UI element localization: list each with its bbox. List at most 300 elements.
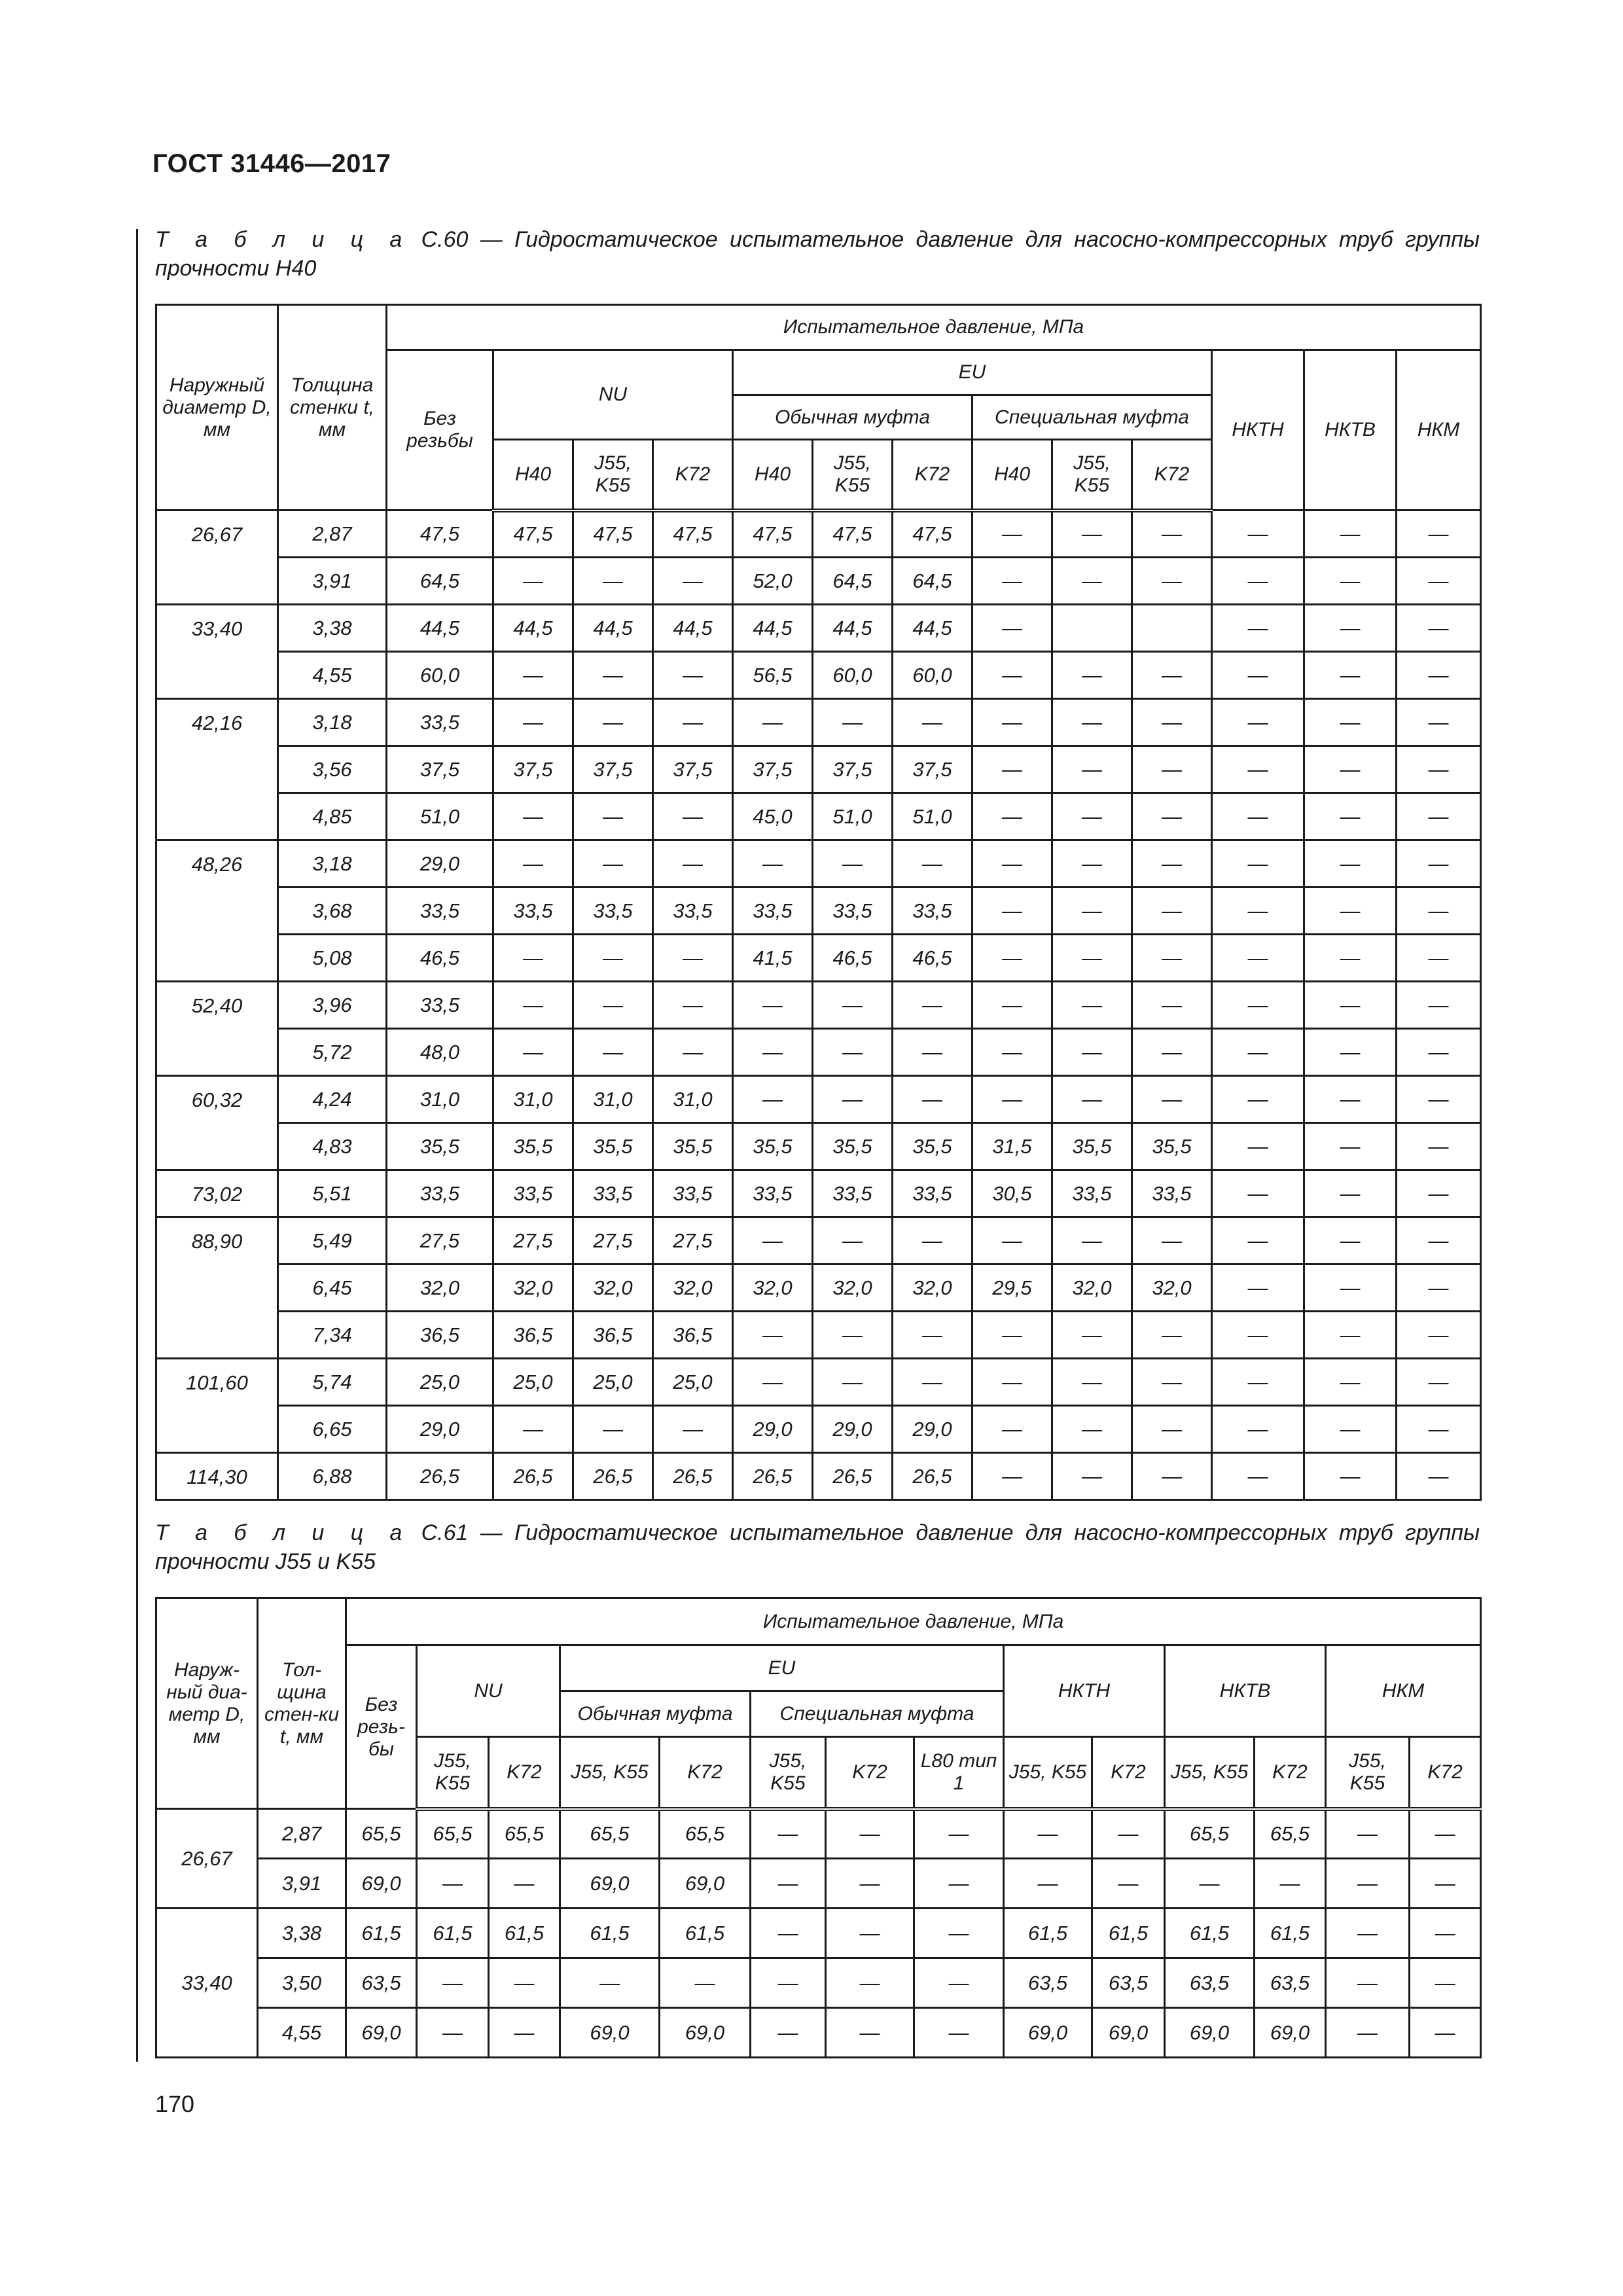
wall-thickness-cell: 5,08: [278, 935, 387, 982]
pressure-cell: —: [1212, 935, 1304, 982]
pressure-cell: 33,5: [387, 1170, 493, 1217]
grade-header: K72: [660, 1737, 751, 1809]
pressure-cell: —: [972, 793, 1052, 840]
pressure-cell: 27,5: [493, 1217, 573, 1265]
pressure-cell: 35,5: [893, 1123, 972, 1170]
table-row: [156, 935, 1481, 982]
pressure-cell: 25,0: [653, 1359, 733, 1406]
pressure-cell: 35,5: [493, 1123, 573, 1170]
pressure-cell: —: [1397, 699, 1481, 746]
pressure-cell: —: [493, 840, 573, 888]
pressure-cell: —: [493, 652, 573, 699]
pressure-cell: 65,5: [560, 1809, 660, 1859]
grade-header: J55, K55: [1004, 1737, 1092, 1809]
pressure-cell: —: [1212, 1406, 1304, 1453]
pressure-cell: 26,5: [493, 1453, 573, 1500]
pressure-cell: —: [417, 2008, 489, 2058]
pressure-cell: —: [733, 1359, 813, 1406]
pressure-cell: —: [1326, 1859, 1410, 1909]
pressure-cell: —: [573, 652, 653, 699]
pressure-cell: —: [1397, 1312, 1481, 1359]
pressure-cell: —: [1304, 840, 1397, 888]
pressure-cell: 61,5: [660, 1909, 751, 1958]
grade-header: K72: [1092, 1737, 1165, 1809]
pressure-cell: 29,0: [893, 1406, 972, 1453]
pressure-cell: 65,5: [489, 1809, 560, 1859]
pressure-cell: 32,0: [387, 1265, 493, 1312]
pressure-cell: 33,5: [893, 888, 972, 935]
table-row: [156, 1909, 1481, 1958]
outer-diameter-cell: 42,16: [156, 699, 278, 840]
pressure-cell: —: [826, 1958, 914, 2008]
pressure-cell: —: [1255, 1859, 1326, 1909]
pressure-cell: —: [1132, 1076, 1212, 1123]
table-row: [156, 1958, 1481, 2008]
table60-header-nkm: НКМ: [1397, 350, 1481, 511]
pressure-cell: —: [893, 1359, 972, 1406]
pressure-cell: —: [1397, 840, 1481, 888]
grade-header: J55, K55: [813, 440, 893, 511]
table61-header-special-coupling: Специальная муфта: [751, 1691, 1004, 1737]
pressure-cell: 26,5: [733, 1453, 813, 1500]
pressure-cell: 29,0: [387, 1406, 493, 1453]
table-row: [156, 1123, 1481, 1170]
wall-thickness-cell: 6,65: [278, 1406, 387, 1453]
pressure-cell: —: [972, 558, 1052, 605]
table61-header-no-thread: Без резь-бы: [346, 1645, 417, 1809]
pressure-cell: 26,5: [653, 1453, 733, 1500]
pressure-cell: 26,5: [573, 1453, 653, 1500]
pressure-cell: 65,5: [1165, 1809, 1255, 1859]
pressure-cell: [1132, 605, 1212, 652]
pressure-cell: —: [1052, 888, 1132, 935]
pressure-cell: 63,5: [346, 1958, 417, 2008]
pressure-cell: —: [1132, 652, 1212, 699]
pressure-cell: —: [1397, 511, 1481, 558]
table-row: [156, 511, 1481, 558]
pressure-cell: —: [1397, 1453, 1481, 1500]
pressure-cell: 69,0: [346, 2008, 417, 2058]
pressure-cell: —: [893, 1312, 972, 1359]
pressure-cell: —: [733, 1312, 813, 1359]
table61-header-wall-thickness: Тол-щина стен-ки t, мм: [258, 1598, 346, 1809]
pressure-cell: —: [1212, 1123, 1304, 1170]
pressure-cell: 47,5: [573, 511, 653, 558]
pressure-cell: —: [1304, 652, 1397, 699]
pressure-cell: —: [573, 982, 653, 1029]
pressure-cell: 63,5: [1255, 1958, 1326, 2008]
table61-caption: [155, 1518, 1480, 1576]
pressure-cell: —: [1212, 1217, 1304, 1265]
pressure-cell: —: [1304, 1029, 1397, 1076]
pressure-cell: —: [893, 982, 972, 1029]
pressure-cell: —: [489, 2008, 560, 2058]
wall-thickness-cell: 5,51: [278, 1170, 387, 1217]
pressure-cell: 64,5: [387, 558, 493, 605]
table61-header-nktn: НКТН: [1004, 1645, 1165, 1737]
pressure-cell: 32,0: [733, 1265, 813, 1312]
pressure-cell: —: [972, 1406, 1052, 1453]
pressure-cell: 69,0: [346, 1859, 417, 1909]
pressure-cell: 32,0: [813, 1265, 893, 1312]
pressure-cell: 31,0: [493, 1076, 573, 1123]
grade-header: J55, K55: [560, 1737, 660, 1809]
pressure-cell: 44,5: [387, 605, 493, 652]
table60-caption-prefix: Т а б л и ц а: [155, 227, 410, 252]
grade-header: J55, K55: [417, 1737, 489, 1809]
pressure-cell: 46,5: [387, 935, 493, 982]
pressure-cell: 27,5: [387, 1217, 493, 1265]
pressure-cell: —: [1304, 1170, 1397, 1217]
pressure-cell: —: [1212, 1170, 1304, 1217]
pressure-cell: —: [972, 1217, 1052, 1265]
pressure-cell: —: [573, 935, 653, 982]
table61-header-nktv: НКТВ: [1165, 1645, 1326, 1737]
outer-diameter-cell: 52,40: [156, 982, 278, 1076]
outer-diameter-cell: 88,90: [156, 1217, 278, 1359]
pressure-cell: 64,5: [893, 558, 972, 605]
table60: [155, 304, 1482, 1501]
wall-thickness-cell: 4,83: [278, 1123, 387, 1170]
pressure-cell: —: [493, 982, 573, 1029]
outer-diameter-cell: 101,60: [156, 1359, 278, 1453]
grade-header: Н40: [493, 440, 573, 511]
pressure-cell: 25,0: [387, 1359, 493, 1406]
table-row: [156, 1217, 1481, 1265]
outer-diameter-cell: 26,67: [156, 511, 278, 605]
pressure-cell: 41,5: [733, 935, 813, 982]
pressure-cell: —: [653, 935, 733, 982]
pressure-cell: —: [1397, 652, 1481, 699]
table61-header-nkm: НКМ: [1326, 1645, 1481, 1737]
pressure-cell: —: [1397, 793, 1481, 840]
pressure-cell: 61,5: [1004, 1909, 1092, 1958]
pressure-cell: —: [1132, 1359, 1212, 1406]
pressure-cell: 30,5: [972, 1170, 1052, 1217]
pressure-cell: 25,0: [573, 1359, 653, 1406]
pressure-cell: —: [1052, 699, 1132, 746]
pressure-cell: —: [1052, 1312, 1132, 1359]
pressure-cell: 69,0: [560, 2008, 660, 2058]
pressure-cell: —: [751, 1809, 826, 1859]
pressure-cell: 45,0: [733, 793, 813, 840]
wall-thickness-cell: 3,18: [278, 699, 387, 746]
pressure-cell: —: [893, 699, 972, 746]
pressure-cell: —: [972, 1359, 1052, 1406]
pressure-cell: 27,5: [573, 1217, 653, 1265]
pressure-cell: 56,5: [733, 652, 813, 699]
table-row: [156, 1359, 1481, 1406]
pressure-cell: —: [1212, 1076, 1304, 1123]
outer-diameter-cell: 60,32: [156, 1076, 278, 1170]
pressure-cell: —: [1132, 982, 1212, 1029]
pressure-cell: —: [1052, 1359, 1132, 1406]
pressure-cell: —: [1132, 699, 1212, 746]
pressure-cell: —: [489, 1958, 560, 2008]
pressure-cell: 31,5: [972, 1123, 1052, 1170]
table61-caption-prefix: Т а б л и ц а: [155, 1520, 410, 1545]
pressure-cell: 37,5: [653, 746, 733, 793]
pressure-cell: 35,5: [1132, 1123, 1212, 1170]
pressure-cell: —: [733, 1029, 813, 1076]
table-row: [156, 1170, 1481, 1217]
table-row: [156, 605, 1481, 652]
pressure-cell: —: [653, 558, 733, 605]
pressure-cell: —: [1052, 558, 1132, 605]
table61-header-regular-coupling: Обычная муфта: [560, 1691, 751, 1737]
pressure-cell: —: [1397, 1076, 1481, 1123]
table61: [155, 1597, 1482, 2058]
pressure-cell: 61,5: [1165, 1909, 1255, 1958]
pressure-cell: —: [1326, 1909, 1410, 1958]
pressure-cell: —: [893, 1217, 972, 1265]
pressure-cell: —: [826, 2008, 914, 2058]
pressure-cell: —: [1410, 1859, 1481, 1909]
pressure-cell: —: [1132, 1312, 1212, 1359]
pressure-cell: 33,5: [573, 888, 653, 935]
pressure-cell: —: [1052, 746, 1132, 793]
table-row: [156, 1265, 1481, 1312]
table61-header-nu: NU: [417, 1645, 560, 1737]
pressure-cell: —: [1304, 1453, 1397, 1500]
grade-header: K72: [826, 1737, 914, 1809]
table-row: [156, 982, 1481, 1029]
pressure-cell: —: [1132, 793, 1212, 840]
pressure-cell: 69,0: [1165, 2008, 1255, 2058]
outer-diameter-cell: 114,30: [156, 1453, 278, 1500]
pressure-cell: —: [826, 1809, 914, 1859]
pressure-cell: —: [733, 699, 813, 746]
pressure-cell: 33,5: [653, 888, 733, 935]
pressure-cell: —: [653, 1406, 733, 1453]
grade-header: J55, K55: [573, 440, 653, 511]
pressure-cell: 32,0: [1132, 1265, 1212, 1312]
pressure-cell: —: [972, 652, 1052, 699]
wall-thickness-cell: 4,24: [278, 1076, 387, 1123]
pressure-cell: —: [813, 982, 893, 1029]
grade-header: K72: [893, 440, 972, 511]
pressure-cell: —: [813, 699, 893, 746]
table-row: [156, 888, 1481, 935]
pressure-cell: 60,0: [813, 652, 893, 699]
pressure-cell: —: [813, 1029, 893, 1076]
pressure-cell: 32,0: [893, 1265, 972, 1312]
pressure-cell: —: [826, 1909, 914, 1958]
pressure-cell: 37,5: [493, 746, 573, 793]
pressure-cell: —: [1304, 793, 1397, 840]
margin-line: [136, 229, 138, 2062]
pressure-cell: —: [1304, 1123, 1397, 1170]
pressure-cell: —: [1165, 1859, 1255, 1909]
pressure-cell: —: [813, 1359, 893, 1406]
pressure-cell: —: [914, 2008, 1004, 2058]
grade-header: K72: [653, 440, 733, 511]
pressure-cell: —: [751, 1958, 826, 2008]
pressure-cell: 51,0: [387, 793, 493, 840]
pressure-cell: 37,5: [893, 746, 972, 793]
wall-thickness-cell: 5,74: [278, 1359, 387, 1406]
pressure-cell: 60,0: [387, 652, 493, 699]
pressure-cell: 44,5: [733, 605, 813, 652]
pressure-cell: —: [1132, 1217, 1212, 1265]
table60-header-nktn: НКТН: [1212, 350, 1304, 511]
outer-diameter-cell: 33,40: [156, 605, 278, 699]
pressure-cell: —: [1132, 558, 1212, 605]
pressure-cell: 37,5: [387, 746, 493, 793]
pressure-cell: 36,5: [573, 1312, 653, 1359]
pressure-cell: —: [573, 840, 653, 888]
pressure-cell: —: [1304, 982, 1397, 1029]
table-row: [156, 746, 1481, 793]
pressure-cell: —: [493, 793, 573, 840]
pressure-cell: —: [1212, 982, 1304, 1029]
pressure-cell: —: [489, 1859, 560, 1909]
pressure-cell: —: [813, 1217, 893, 1265]
pressure-cell: 33,5: [653, 1170, 733, 1217]
pressure-cell: 69,0: [660, 1859, 751, 1909]
pressure-cell: 36,5: [653, 1312, 733, 1359]
pressure-cell: —: [1052, 1029, 1132, 1076]
pressure-cell: 61,5: [560, 1909, 660, 1958]
pressure-cell: —: [653, 652, 733, 699]
pressure-cell: —: [813, 1076, 893, 1123]
pressure-cell: 64,5: [813, 558, 893, 605]
pressure-cell: 69,0: [560, 1859, 660, 1909]
pressure-cell: —: [1326, 1809, 1410, 1859]
wall-thickness-cell: 5,49: [278, 1217, 387, 1265]
table-row: [156, 558, 1481, 605]
pressure-cell: —: [972, 840, 1052, 888]
wall-thickness-cell: 2,87: [278, 511, 387, 558]
pressure-cell: —: [1397, 558, 1481, 605]
grade-header: K72: [489, 1737, 560, 1809]
table-row: [156, 1809, 1481, 1859]
pressure-cell: —: [1212, 746, 1304, 793]
pressure-cell: —: [1410, 1909, 1481, 1958]
pressure-cell: —: [914, 1909, 1004, 1958]
pressure-cell: —: [1397, 1123, 1481, 1170]
pressure-cell: 46,5: [893, 935, 972, 982]
pressure-cell: 65,5: [346, 1809, 417, 1859]
pressure-cell: 47,5: [653, 511, 733, 558]
wall-thickness-cell: 3,91: [278, 558, 387, 605]
pressure-cell: —: [1052, 982, 1132, 1029]
pressure-cell: —: [1397, 1217, 1481, 1265]
pressure-cell: 33,5: [733, 888, 813, 935]
table61-header-outer-diameter: Наруж-ный диа-метр D, мм: [156, 1598, 258, 1809]
pressure-cell: 44,5: [813, 605, 893, 652]
pressure-cell: —: [1304, 888, 1397, 935]
pressure-cell: —: [1397, 1170, 1481, 1217]
pressure-cell: —: [653, 840, 733, 888]
pressure-cell: —: [813, 1312, 893, 1359]
pressure-cell: —: [914, 1958, 1004, 2008]
pressure-cell: —: [1397, 1406, 1481, 1453]
pressure-cell: 61,5: [489, 1909, 560, 1958]
pressure-cell: 33,5: [733, 1170, 813, 1217]
pressure-cell: —: [972, 605, 1052, 652]
wall-thickness-cell: 4,55: [258, 2008, 346, 2058]
table61-caption-text: С.61 — Гидростатическое испытательное давление для насосно-компрессорных труб группы прочности J55 и K55: [155, 1520, 1480, 1574]
pressure-cell: 63,5: [1004, 1958, 1092, 2008]
pressure-cell: —: [1132, 888, 1212, 935]
pressure-cell: —: [493, 699, 573, 746]
table-row: [156, 652, 1481, 699]
pressure-cell: 33,5: [1132, 1170, 1212, 1217]
wall-thickness-cell: 3,50: [258, 1958, 346, 2008]
pressure-cell: —: [573, 558, 653, 605]
pressure-cell: —: [1132, 1406, 1212, 1453]
pressure-cell: 31,0: [573, 1076, 653, 1123]
pressure-cell: —: [1212, 699, 1304, 746]
pressure-cell: 37,5: [813, 746, 893, 793]
pressure-cell: —: [573, 699, 653, 746]
pressure-cell: 61,5: [1255, 1909, 1326, 1958]
pressure-cell: —: [893, 1029, 972, 1076]
pressure-cell: —: [1132, 511, 1212, 558]
pressure-cell: 35,5: [653, 1123, 733, 1170]
pressure-cell: 52,0: [733, 558, 813, 605]
grade-header: Н40: [972, 440, 1052, 511]
wall-thickness-cell: 3,91: [258, 1859, 346, 1909]
pressure-cell: —: [914, 1859, 1004, 1909]
pressure-cell: 60,0: [893, 652, 972, 699]
wall-thickness-cell: 4,55: [278, 652, 387, 699]
table60-header-regular-coupling: Обычная муфта: [733, 395, 972, 440]
pressure-cell: —: [493, 558, 573, 605]
pressure-cell: —: [1212, 511, 1304, 558]
pressure-cell: —: [1052, 935, 1132, 982]
pressure-cell: 29,5: [972, 1265, 1052, 1312]
pressure-cell: 65,5: [660, 1809, 751, 1859]
grade-header: K72: [1255, 1737, 1326, 1809]
table-row: [156, 1029, 1481, 1076]
grade-header: K72: [1410, 1737, 1481, 1809]
pressure-cell: —: [972, 1312, 1052, 1359]
pressure-cell: —: [751, 1859, 826, 1909]
pressure-cell: 33,5: [893, 1170, 972, 1217]
pressure-cell: 33,5: [813, 1170, 893, 1217]
wall-thickness-cell: 2,87: [258, 1809, 346, 1859]
pressure-cell: —: [1052, 1406, 1132, 1453]
pressure-cell: —: [826, 1859, 914, 1909]
pressure-cell: —: [1304, 558, 1397, 605]
pressure-cell: 44,5: [653, 605, 733, 652]
pressure-cell: 26,5: [893, 1453, 972, 1500]
pressure-cell: —: [653, 1029, 733, 1076]
table60-caption: [155, 225, 1480, 283]
pressure-cell: 65,5: [1255, 1809, 1326, 1859]
pressure-cell: —: [813, 840, 893, 888]
document-header: ГОСТ 31446—2017: [152, 149, 391, 178]
outer-diameter-cell: 26,67: [156, 1809, 258, 1909]
pressure-cell: —: [914, 1809, 1004, 1859]
table-row: [156, 699, 1481, 746]
pressure-cell: —: [972, 1076, 1052, 1123]
pressure-cell: —: [1004, 1859, 1092, 1909]
pressure-cell: 61,5: [346, 1909, 417, 1958]
pressure-cell: 26,5: [387, 1453, 493, 1500]
grade-header: J55, K55: [751, 1737, 826, 1809]
pressure-cell: 31,0: [387, 1076, 493, 1123]
pressure-cell: —: [1004, 1809, 1092, 1859]
table61-header-test-pressure: Испытательное давление, МПа: [346, 1598, 1481, 1645]
table-row: [156, 2008, 1481, 2058]
pressure-cell: 35,5: [573, 1123, 653, 1170]
pressure-cell: —: [1132, 1029, 1212, 1076]
pressure-cell: —: [573, 793, 653, 840]
pressure-cell: —: [1304, 1312, 1397, 1359]
